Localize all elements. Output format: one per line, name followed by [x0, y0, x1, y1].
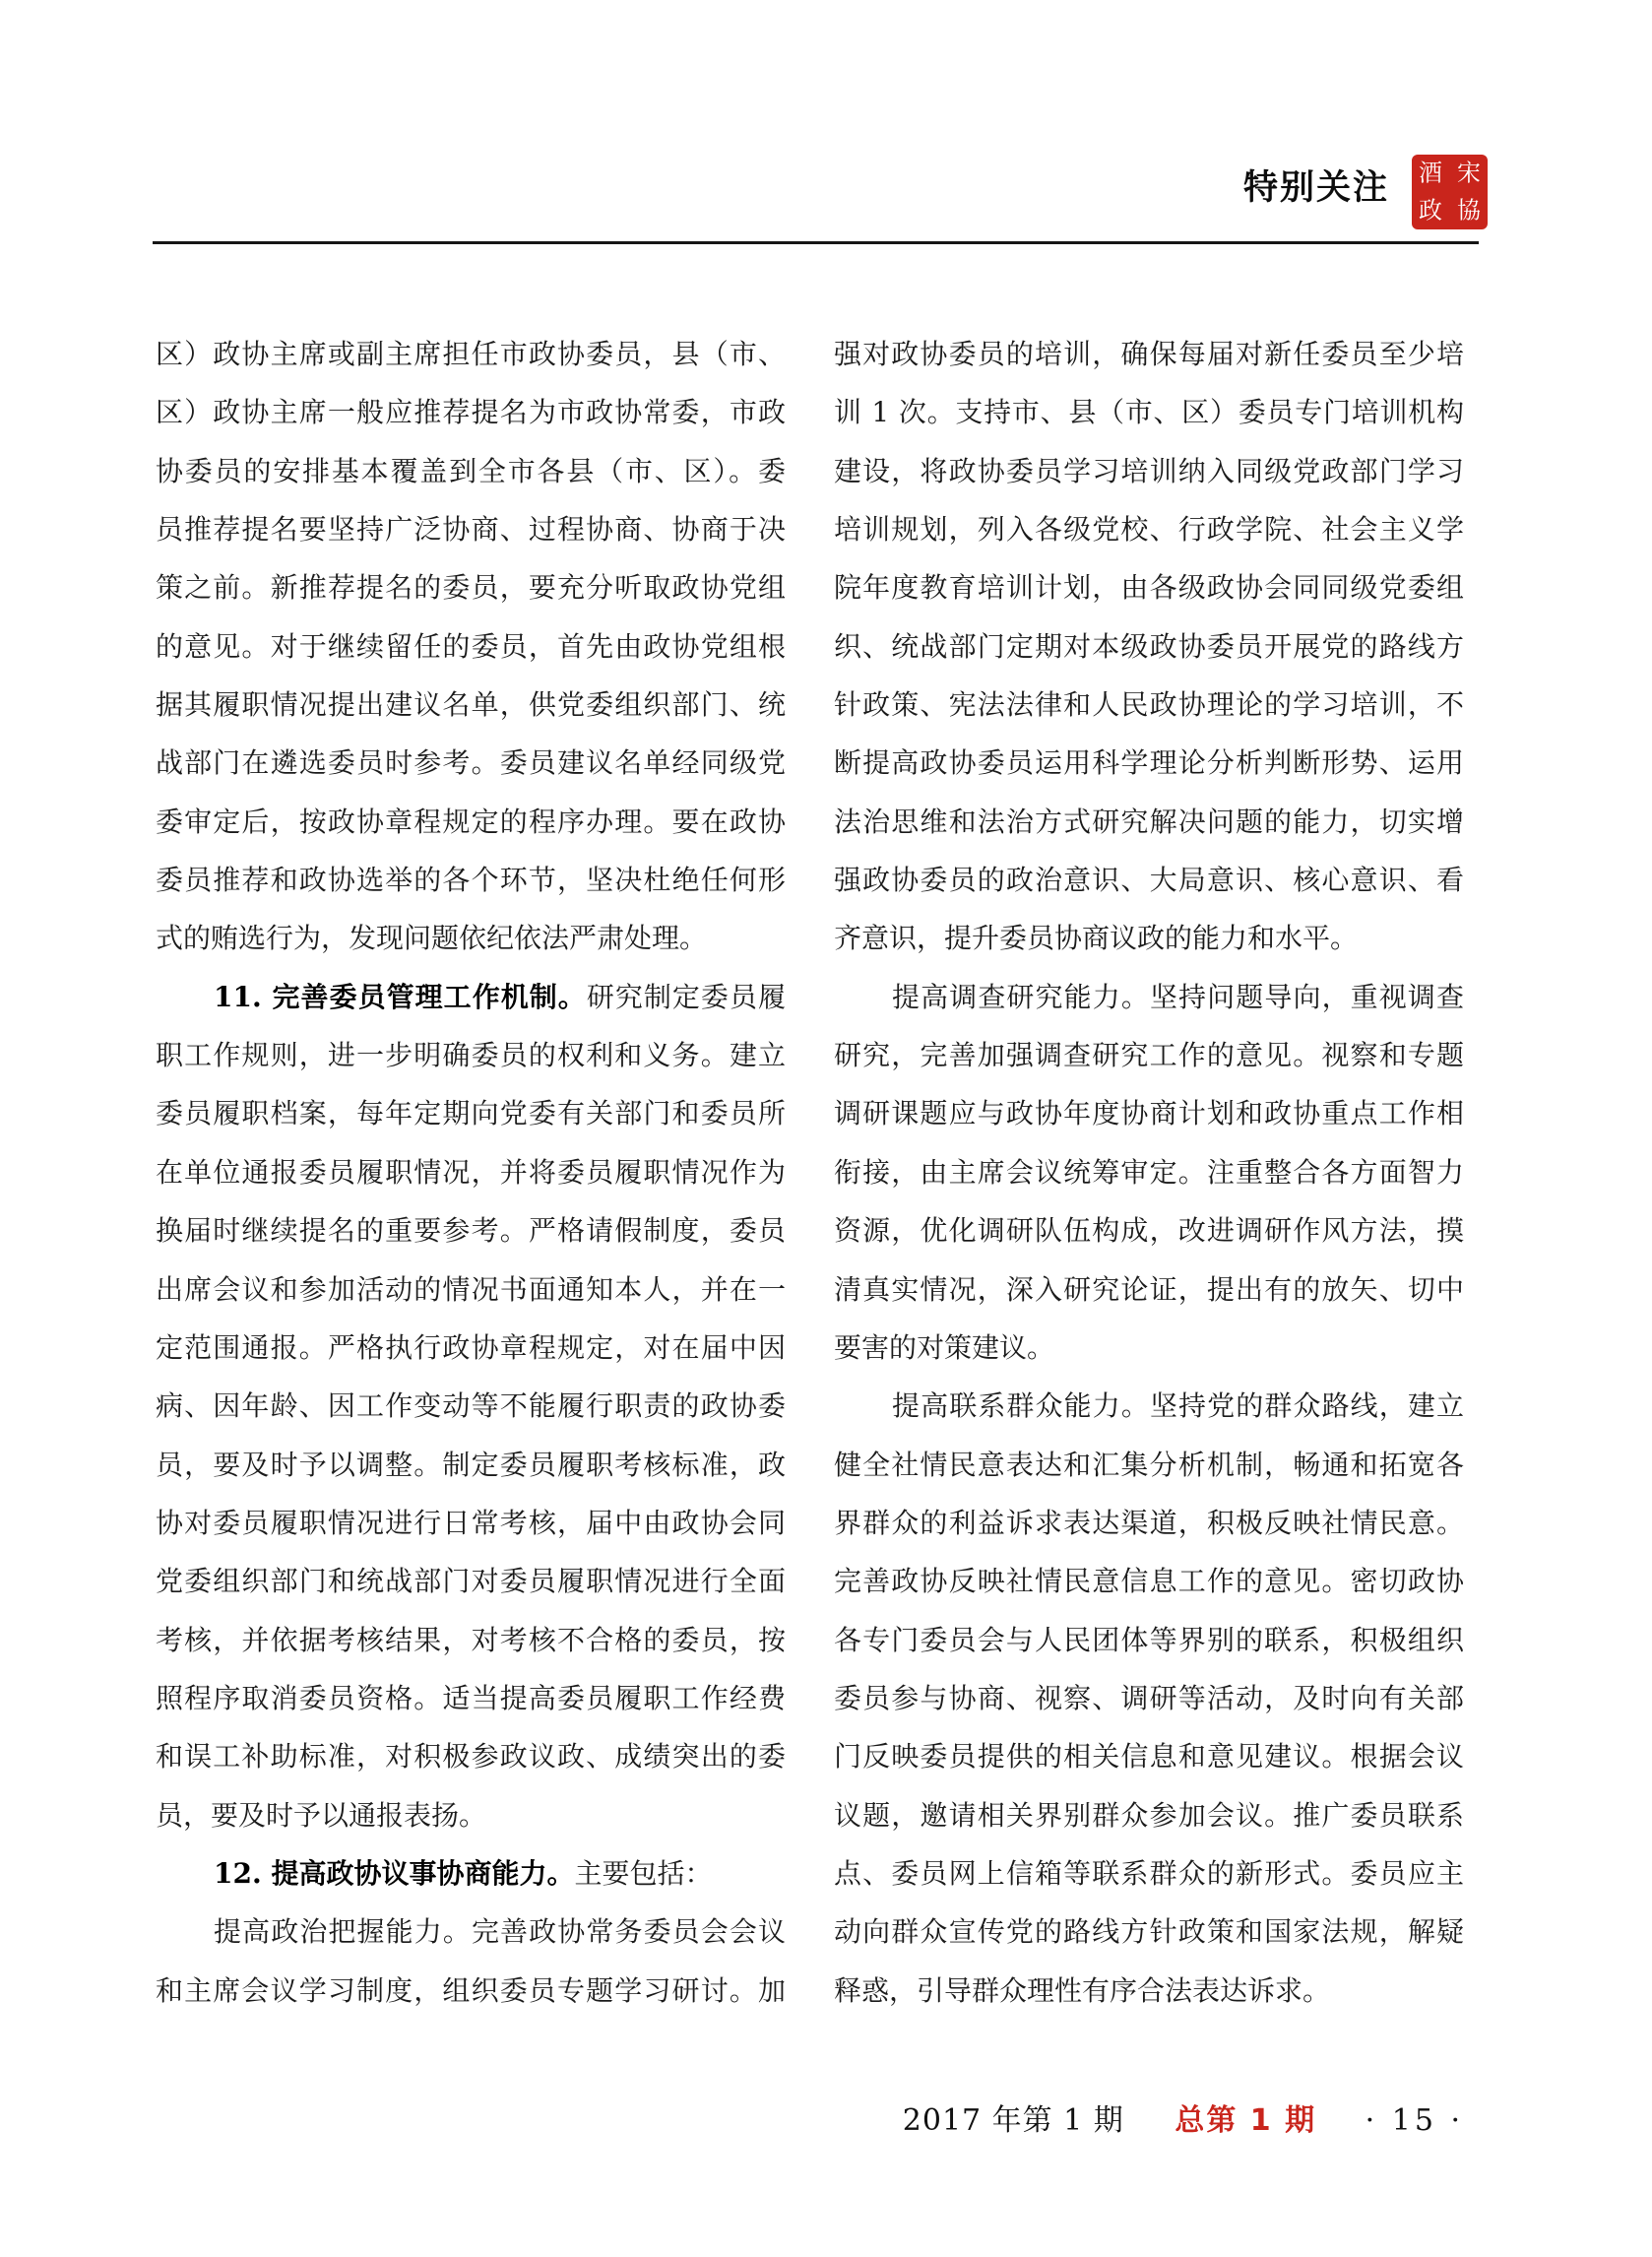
- text-run: 区）政协主席或副主席担任市政协委员，县（市、: [156, 338, 786, 370]
- text-line: [834, 1494, 1464, 1552]
- text-run: 动向群众宣传党的路线方针政策和国家法规，解疑: [834, 1915, 1464, 1949]
- text-line: [156, 1786, 786, 1844]
- text-run: 委员参与协商、视察、调研等活动，及时向有关部: [834, 1681, 1464, 1714]
- text-line: [156, 1026, 786, 1084]
- text-line: [156, 1260, 786, 1319]
- text-run: 出席会议和参加活动的情况书面通知本人，并在一: [156, 1272, 786, 1306]
- text-line: [156, 1727, 786, 1785]
- text-line: [834, 1727, 1464, 1785]
- text-line: [834, 1026, 1464, 1084]
- text-line: [834, 1669, 1464, 1727]
- text-run: 各专门委员会与人民团体等界别的联系，积极组织: [834, 1623, 1464, 1656]
- text-line: [156, 909, 786, 967]
- text-line: [834, 1611, 1464, 1669]
- text-run: 据其履职情况提出建议名单，供党委组织部门、统: [156, 688, 786, 722]
- text-line: [156, 617, 786, 676]
- text-run: 考核，并依据考核结果，对考核不合格的委员，按: [156, 1623, 786, 1656]
- text-line: [834, 383, 1464, 441]
- text-run: 换届时继续提名的重要参考。严格请假制度，委员: [156, 1214, 786, 1248]
- text-run: 协对委员履职情况进行日常考核，届中由政协会同: [156, 1506, 786, 1539]
- text-run: 的意见。对于继续留任的委员，首先由政协党组根: [156, 629, 786, 663]
- text-run: 调研课题应与政协年度协商计划和政协重点工作相: [834, 1097, 1464, 1130]
- text-run: 和主席会议学习制度，组织委员专题学习研讨。加: [156, 1973, 786, 2007]
- text-run: 断提高政协委员运用科学理论分析判断形势、运用: [834, 746, 1464, 780]
- text-line: [834, 500, 1464, 558]
- text-line: [834, 909, 1464, 967]
- seal-char: 政: [1419, 197, 1443, 225]
- text-line: [156, 558, 786, 616]
- text-run: 员推荐提名要坚持广泛协商、过程协商、协商于决: [156, 513, 786, 547]
- text-line: [834, 734, 1464, 792]
- text-run: 党委组织部门和统战部门对委员履职情况进行全面: [156, 1565, 786, 1598]
- text-line: [156, 1143, 786, 1201]
- text-run: 职工作规则，进一步明确委员的权利和义务。建立: [156, 1039, 786, 1072]
- header-rule: [153, 241, 1479, 244]
- text-run: 病、因年龄、因工作变动等不能履行职责的政协委: [156, 1389, 786, 1423]
- page-number: · 15 ·: [1365, 2103, 1464, 2138]
- text-run: 区）政协主席一般应推荐提名为市政协常委，市政: [156, 396, 786, 429]
- text-run: 研究，完善加强调查研究工作的意见。视察和专题: [834, 1039, 1464, 1072]
- right-text-column: [834, 325, 1464, 2020]
- bold-heading-run: 12. 提高政协议事协商能力。: [214, 1856, 575, 1890]
- text-run: 建设，将政协委员学习培训纳入同级党政部门学习: [834, 454, 1464, 487]
- text-run: 委员推荐和政协选举的各个环节，坚决杜绝任何形: [156, 864, 786, 897]
- page-footer: [903, 2103, 1464, 2139]
- seal-char: 協: [1456, 197, 1481, 225]
- text-run: 议题，邀请相关界别群众参加会议。推广委员联系: [834, 1798, 1464, 1832]
- text-line: [834, 617, 1464, 676]
- text-line: [834, 1436, 1464, 1494]
- text-run: 培训规划，列入各级党校、行政学院、社会主义学: [834, 513, 1464, 547]
- bold-heading-run: 11. 完善委员管理工作机制。: [214, 980, 587, 1013]
- text-run: 战部门在遴选委员时参考。委员建议名单经同级党: [156, 746, 786, 780]
- text-run: 研究制定委员履: [586, 980, 786, 1013]
- text-line: [834, 558, 1464, 616]
- text-line: [156, 734, 786, 792]
- text-line: [834, 1143, 1464, 1201]
- text-run: 齐意识，提升委员协商议政的能力和水平。: [834, 922, 1359, 955]
- text-line: [156, 1902, 786, 1961]
- text-line: [156, 1201, 786, 1259]
- text-line: [834, 1260, 1464, 1319]
- left-text-column: [156, 325, 786, 2020]
- text-run: 强政协委员的政治意识、大局意识、核心意识、看: [834, 864, 1464, 897]
- text-run: 健全社情民意表达和汇集分析机制，畅通和拓宽各: [834, 1448, 1464, 1481]
- text-line: [834, 325, 1464, 383]
- text-line: [834, 1844, 1464, 1902]
- text-run: 提高联系群众能力。坚持党的群众路线，建立: [892, 1389, 1464, 1423]
- text-run: 策之前。新推荐提名的委员，要充分听取政协党组: [156, 571, 786, 605]
- text-run: 门反映委员提供的相关信息和意见建议。根据会议: [834, 1740, 1464, 1773]
- text-line: [834, 793, 1464, 851]
- text-run: 员，要及时予以通报表扬。: [156, 1798, 487, 1832]
- text-run: 要害的对策建议。: [834, 1330, 1055, 1364]
- text-run: 法治思维和法治方式研究解决问题的能力，切实增: [834, 805, 1464, 838]
- text-run: 训 1 次。支持市、县（市、区）委员专门培训机构: [834, 396, 1464, 429]
- text-run: 协委员的安排基本覆盖到全市各县（市、区）。委: [156, 454, 786, 487]
- text-line: [156, 1436, 786, 1494]
- text-line: [156, 676, 786, 734]
- text-run: 界群众的利益诉求表达渠道，积极反映社情民意。: [834, 1506, 1464, 1539]
- issue-label: 2017 年第 1 期: [902, 2103, 1124, 2138]
- cumulative-issue-label: 总第 1 期: [1175, 2103, 1317, 2138]
- section-title: 特别关注: [1243, 168, 1390, 208]
- seal-char: 酒: [1419, 160, 1443, 187]
- text-line: [834, 1084, 1464, 1142]
- text-line: [834, 968, 1464, 1026]
- text-line: [834, 676, 1464, 734]
- text-run: 委审定后，按政协章程规定的程序办理。要在政协: [156, 805, 786, 838]
- text-line: [834, 1962, 1464, 2020]
- journal-seal: [1412, 155, 1488, 229]
- text-line: [156, 500, 786, 558]
- text-line: [834, 442, 1464, 500]
- text-line: [156, 1552, 786, 1610]
- text-run: 照程序取消委员资格。适当提高委员履职工作经费: [156, 1681, 786, 1714]
- text-line: [156, 1319, 786, 1377]
- text-run: 清真实情况，深入研究论证，提出有的放矢、切中: [834, 1272, 1464, 1306]
- text-run: 针政策、宪法法律和人民政协理论的学习培训，不: [834, 688, 1464, 722]
- text-run: 强对政协委员的培训，确保每届对新任委员至少培: [834, 338, 1464, 370]
- text-line: [834, 1377, 1464, 1435]
- text-run: 员，要及时予以调整。制定委员履职考核标准，政: [156, 1448, 786, 1481]
- text-run: 在单位通报委员履职情况，并将委员履职情况作为: [156, 1155, 786, 1189]
- seal-char: 宋: [1456, 160, 1481, 187]
- text-run: 衔接，由主席会议统筹审定。注重整合各方面智力: [834, 1155, 1464, 1189]
- text-line: [834, 1902, 1464, 1961]
- text-run: 委员履职档案，每年定期向党委有关部门和委员所: [156, 1097, 786, 1130]
- text-line: [156, 325, 786, 383]
- text-line: [156, 1611, 786, 1669]
- text-run: 织、统战部门定期对本级政协委员开展党的路线方: [834, 629, 1464, 663]
- text-run: 院年度教育培训计划，由各级政协会同同级党委组: [834, 571, 1464, 605]
- text-line: [834, 1319, 1464, 1377]
- text-line: [156, 1669, 786, 1727]
- text-line: [156, 793, 786, 851]
- text-run: 定范围通报。严格执行政协章程规定，对在届中因: [156, 1330, 786, 1364]
- text-run: 和误工补助标准，对积极参政议政、成绩突出的委: [156, 1740, 786, 1773]
- text-line: [156, 1962, 786, 2020]
- text-run: 提高调查研究能力。坚持问题导向，重视调查: [892, 980, 1464, 1013]
- text-run: 点、委员网上信箱等联系群众的新形式。委员应主: [834, 1856, 1464, 1890]
- text-line: [156, 1084, 786, 1142]
- text-line: [834, 1786, 1464, 1844]
- text-line: [834, 851, 1464, 909]
- text-run: 提高政治把握能力。完善政协常务委员会会议: [214, 1915, 786, 1949]
- text-run: 主要包括：: [574, 1856, 713, 1890]
- text-line: [156, 851, 786, 909]
- text-line: [156, 442, 786, 500]
- text-line: [156, 1844, 786, 1902]
- text-line: [156, 968, 786, 1026]
- text-run: 释惑，引导群众理性有序合法表达诉求。: [834, 1973, 1331, 2007]
- text-run: 资源，优化调研队伍构成，改进调研作风方法，摸: [834, 1214, 1464, 1248]
- text-line: [156, 383, 786, 441]
- text-run: 完善政协反映社情民意信息工作的意见。密切政协: [834, 1565, 1464, 1598]
- text-run: 式的贿选行为，发现问题依纪依法严肃处理。: [156, 922, 708, 955]
- text-line: [834, 1201, 1464, 1259]
- text-line: [156, 1377, 786, 1435]
- text-line: [156, 1494, 786, 1552]
- text-line: [834, 1552, 1464, 1610]
